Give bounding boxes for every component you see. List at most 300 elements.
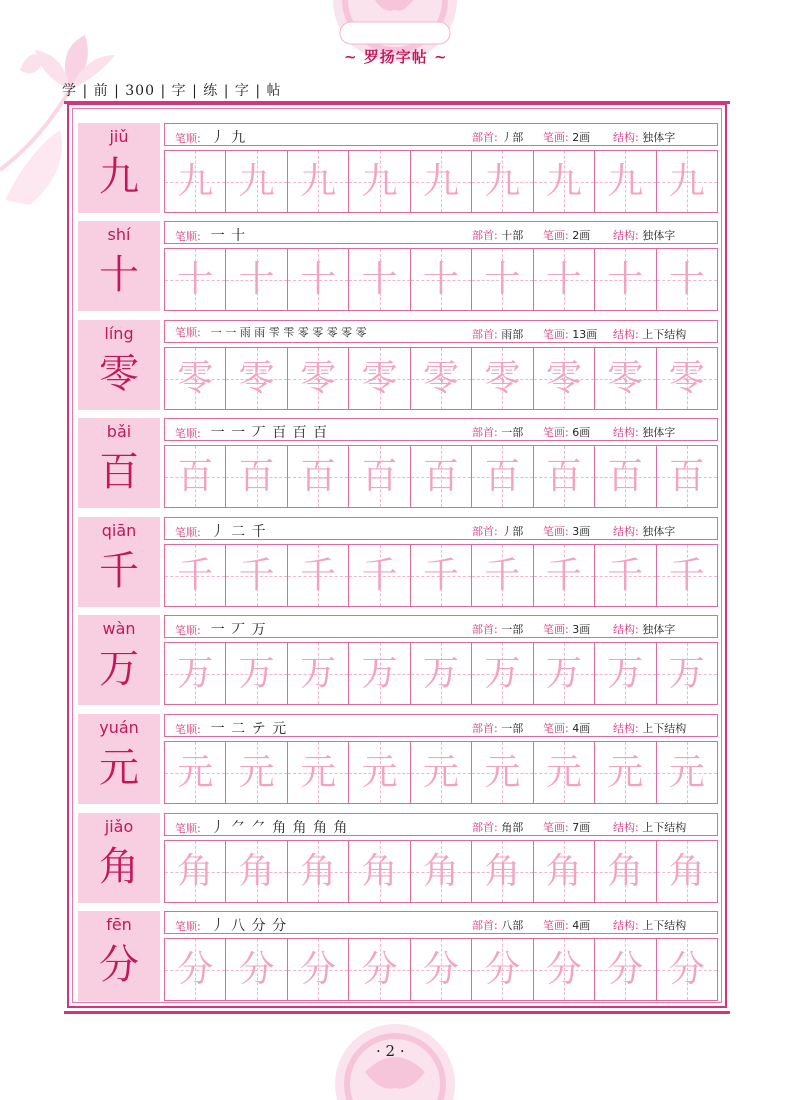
model-character: 百: [99, 449, 139, 495]
practice-cell: [349, 446, 410, 507]
stroke-order: [175, 718, 287, 738]
stroke-count: [543, 819, 590, 835]
structure-label: 结构:: [613, 229, 639, 242]
practice-cell: [288, 643, 349, 704]
trace-character: 角: [361, 851, 398, 892]
character-entry: [78, 714, 718, 804]
practice-cell: [288, 446, 349, 507]
practice-cell: [595, 545, 656, 606]
practice-cell: [595, 249, 656, 310]
model-character: 角: [99, 844, 139, 890]
stroke-count-value: 3画: [572, 623, 591, 636]
stroke-count: [543, 424, 590, 440]
stroke-count-label: 笔画:: [543, 525, 569, 538]
stroke-count-value: 2画: [572, 229, 591, 242]
trace-character: 十: [668, 259, 705, 300]
structure-value: 独体字: [642, 623, 676, 636]
trace-character: 角: [422, 851, 459, 892]
practice-cell: [349, 939, 410, 1000]
series-separator: |: [255, 83, 262, 99]
radical-value: 一部: [501, 623, 524, 636]
practice-cell: [595, 939, 656, 1000]
practice-cell: [411, 841, 472, 902]
radical: [472, 227, 523, 243]
practice-cell: [165, 939, 226, 1000]
radical-label: 部首:: [472, 821, 498, 834]
structure-value: 独体字: [642, 229, 676, 242]
practice-grid: [164, 642, 718, 705]
trace-character: 九: [361, 161, 398, 202]
stroke-order-value: 一 丆 万: [210, 622, 267, 638]
info-bar: [164, 615, 718, 638]
structure-value: 上下结构: [642, 328, 687, 341]
practice-cell: [288, 151, 349, 212]
radical-label: 部首:: [472, 525, 498, 538]
practice-cell: [595, 151, 656, 212]
practice-cell: [657, 446, 717, 507]
stroke-count-label: 笔画:: [543, 821, 569, 834]
trace-character: 百: [484, 456, 521, 497]
practice-cell: [226, 446, 287, 507]
trace-character: 分: [668, 949, 705, 990]
trace-character: 千: [422, 555, 459, 596]
radical-value: 角部: [501, 821, 524, 834]
page-number: · 2 ·: [376, 1042, 405, 1060]
pinyin-label: wàn: [102, 619, 136, 638]
brand-text: 罗扬字帖: [363, 48, 428, 66]
stroke-order: [175, 324, 367, 340]
trace-character: 十: [484, 259, 521, 300]
practice-cell: [165, 249, 226, 310]
info-bar: [164, 418, 718, 441]
practice-cell: [411, 643, 472, 704]
trace-character: 元: [422, 752, 459, 793]
info-bar: [164, 714, 718, 737]
trace-character: 万: [422, 653, 459, 694]
stroke-order: [175, 127, 246, 147]
trace-character: 千: [238, 555, 275, 596]
practice-grid: [164, 741, 718, 804]
radical: [472, 917, 523, 933]
stroke-order: [175, 521, 267, 541]
trace-character: 分: [422, 949, 459, 990]
structure: [613, 326, 686, 342]
practice-cell: [349, 249, 410, 310]
radical-label: 部首:: [472, 722, 498, 735]
practice-cell: [595, 446, 656, 507]
stroke-count-value: 4画: [572, 722, 591, 735]
practice-cell: [288, 545, 349, 606]
info-bar: [164, 320, 718, 343]
practice-grid: [164, 150, 718, 213]
stroke-order-value: 一 十: [210, 228, 247, 244]
practice-cell: [226, 939, 287, 1000]
practice-cell: [411, 249, 472, 310]
practice-cell: [534, 446, 595, 507]
trace-character: 元: [668, 752, 705, 793]
practice-cell: [349, 643, 410, 704]
practice-cell: [411, 545, 472, 606]
practice-grid: [164, 544, 718, 607]
trace-character: 角: [300, 851, 337, 892]
practice-cell: [288, 348, 349, 409]
structure-label: 结构:: [613, 623, 639, 636]
trace-character: 千: [484, 555, 521, 596]
character-tile: [78, 418, 160, 508]
practice-cell: [411, 151, 472, 212]
series-part: 帖: [266, 83, 282, 99]
practice-cell: [226, 348, 287, 409]
stroke-order-label: 笔顺:: [175, 427, 201, 440]
trace-character: 千: [607, 555, 644, 596]
stroke-count: [543, 917, 590, 933]
character-entry: [78, 123, 718, 213]
structure: [613, 523, 675, 539]
structure-label: 结构:: [613, 821, 639, 834]
trace-character: 万: [300, 653, 337, 694]
trace-character: 角: [484, 851, 521, 892]
trace-character: 元: [177, 752, 214, 793]
series-separator: |: [82, 83, 89, 99]
stroke-count: [543, 720, 590, 736]
stroke-order-value: 丿 八 分 分: [210, 918, 288, 934]
practice-cell: [288, 742, 349, 803]
practice-cell: [534, 249, 595, 310]
model-character: 零: [99, 351, 139, 397]
practice-cell: [534, 151, 595, 212]
practice-cell: [657, 545, 717, 606]
trace-character: 九: [545, 161, 582, 202]
brand-left-ornament: ~: [344, 48, 364, 66]
practice-cell: [657, 249, 717, 310]
practice-grid: [164, 840, 718, 903]
trace-character: 零: [484, 358, 521, 399]
radical-label: 部首:: [472, 919, 498, 932]
structure-label: 结构:: [613, 328, 639, 341]
character-entry: [78, 813, 718, 903]
practice-cell: [657, 348, 717, 409]
radical-value: 丿部: [501, 131, 524, 144]
stroke-count-label: 笔画:: [543, 623, 569, 636]
radical-value: 十部: [501, 229, 524, 242]
series-part: 学: [62, 83, 77, 99]
structure: [613, 917, 686, 933]
trace-character: 百: [361, 456, 398, 497]
trace-character: 万: [545, 653, 582, 694]
trace-character: 分: [484, 949, 521, 990]
trace-character: 零: [361, 358, 398, 399]
trace-character: 九: [177, 161, 214, 202]
stroke-count-label: 笔画:: [543, 919, 569, 932]
stroke-order: [175, 619, 267, 639]
stroke-count: [543, 129, 590, 145]
trace-character: 零: [177, 358, 214, 399]
series-separator: |: [192, 83, 198, 99]
trace-character: 角: [668, 851, 705, 892]
structure: [613, 621, 675, 637]
character-entry: [78, 517, 718, 607]
radical-label: 部首:: [472, 623, 498, 636]
pinyin-label: yuán: [99, 718, 139, 737]
practice-grid: [164, 248, 718, 311]
trace-character: 千: [361, 555, 398, 596]
trace-character: 千: [668, 555, 705, 596]
practice-cell: [595, 841, 656, 902]
stroke-count-label: 笔画:: [543, 426, 569, 439]
trace-character: 百: [668, 456, 705, 497]
structure-label: 结构:: [613, 919, 639, 932]
practice-cell: [349, 841, 410, 902]
practice-cell: [226, 151, 287, 212]
brand-right-ornament: ~: [427, 48, 448, 66]
practice-cell: [595, 643, 656, 704]
info-bar: [164, 911, 718, 934]
radical-label: 部首:: [472, 131, 498, 144]
stroke-count: [543, 227, 590, 243]
practice-cell: [472, 249, 533, 310]
radical: [472, 720, 523, 736]
series-separator: |: [160, 83, 167, 99]
trace-character: 万: [177, 653, 214, 694]
practice-cell: [534, 742, 595, 803]
practice-cell: [595, 742, 656, 803]
radical-value: 一部: [501, 426, 524, 439]
trace-character: 元: [300, 752, 337, 793]
structure-value: 独体字: [642, 525, 676, 538]
trace-character: 十: [607, 259, 644, 300]
practice-cell: [472, 742, 533, 803]
pinyin-label: shí: [107, 225, 131, 244]
character-tile: [78, 911, 160, 1001]
brand-title: [344, 46, 448, 67]
stroke-count: [543, 523, 590, 539]
pinyin-label: jiǔ: [109, 127, 129, 146]
structure: [613, 424, 675, 440]
trace-character: 百: [607, 456, 644, 497]
trace-character: 零: [422, 358, 459, 399]
practice-cell: [534, 545, 595, 606]
radical: [472, 819, 523, 835]
character-tile: [78, 517, 160, 607]
practice-cell: [226, 742, 287, 803]
trace-character: 元: [238, 752, 275, 793]
trace-character: 元: [545, 752, 582, 793]
trace-character: 九: [484, 161, 521, 202]
trace-character: 角: [238, 851, 275, 892]
structure: [613, 227, 675, 243]
stroke-count-value: 4画: [572, 919, 591, 932]
trace-character: 零: [238, 358, 275, 399]
structure-value: 独体字: [642, 131, 676, 144]
radical: [472, 621, 523, 637]
info-bar: [164, 517, 718, 540]
stroke-order-label: 笔顺:: [175, 230, 201, 243]
series-part: 300: [125, 83, 155, 99]
practice-cell: [411, 446, 472, 507]
trace-character: 十: [238, 259, 275, 300]
character-tile: [78, 813, 160, 903]
trace-character: 百: [300, 456, 337, 497]
stroke-order-label: 笔顺:: [175, 132, 201, 145]
pinyin-label: qiān: [101, 521, 137, 540]
radical-value: 丿部: [501, 525, 524, 538]
stroke-order-value: 一 一 丆 百 百 百: [210, 425, 328, 441]
trace-character: 元: [607, 752, 644, 793]
stroke-order: [175, 817, 348, 837]
pinyin-label: jiǎo: [104, 817, 134, 836]
structure-value: 独体字: [642, 426, 676, 439]
trace-character: 九: [300, 161, 337, 202]
stroke-order-label: 笔顺:: [175, 822, 201, 835]
radical: [472, 424, 523, 440]
radical-value: 一部: [501, 722, 524, 735]
radical-value: 八部: [501, 919, 524, 932]
series-separator: |: [223, 83, 230, 99]
practice-cell: [165, 841, 226, 902]
radical-label: 部首:: [472, 426, 498, 439]
stroke-order-label: 笔顺:: [175, 723, 201, 736]
trace-character: 九: [238, 161, 275, 202]
practice-cell: [472, 939, 533, 1000]
practice-cell: [165, 742, 226, 803]
structure-label: 结构:: [613, 426, 639, 439]
structure-value: 上下结构: [642, 821, 687, 834]
stroke-count-value: 2画: [572, 131, 591, 144]
trace-character: 角: [177, 851, 214, 892]
pinyin-label: líng: [104, 324, 134, 343]
trace-character: 分: [238, 949, 275, 990]
trace-character: 百: [545, 456, 582, 497]
practice-cell: [349, 742, 410, 803]
structure-value: 上下结构: [642, 722, 687, 735]
trace-character: 千: [177, 555, 214, 596]
practice-cell: [657, 939, 717, 1000]
stroke-count-value: 13画: [572, 328, 598, 341]
practice-cell: [534, 939, 595, 1000]
practice-cell: [349, 348, 410, 409]
model-character: 万: [99, 646, 139, 692]
trace-character: 分: [177, 949, 214, 990]
trace-character: 十: [545, 259, 582, 300]
character-tile: [78, 615, 160, 705]
trace-character: 万: [238, 653, 275, 694]
character-tile: [78, 714, 160, 804]
practice-cell: [534, 841, 595, 902]
practice-cell: [165, 348, 226, 409]
trace-character: 分: [361, 949, 398, 990]
stroke-order-value: 一 ⼀ 雨 雨 雫 雫 零 零 零 零 零: [210, 326, 367, 339]
radical: [472, 523, 523, 539]
trace-character: 百: [422, 456, 459, 497]
series-part: 练: [203, 83, 219, 99]
model-character: 九: [99, 154, 139, 200]
practice-grid: [164, 445, 718, 508]
practice-cell: [472, 348, 533, 409]
trace-character: 千: [545, 555, 582, 596]
stroke-order-label: 笔顺:: [175, 526, 201, 539]
trace-character: 千: [300, 555, 337, 596]
character-entry: [78, 911, 718, 1001]
structure: [613, 819, 686, 835]
info-bar: [164, 221, 718, 244]
bottom-medallion-decoration: [320, 1022, 470, 1100]
stroke-order: [175, 225, 246, 245]
practice-cell: [226, 545, 287, 606]
trace-character: 十: [177, 259, 214, 300]
character-tile: [78, 320, 160, 410]
character-entry: [78, 221, 718, 311]
practice-cell: [657, 643, 717, 704]
stroke-order-label: 笔顺:: [175, 920, 201, 933]
practice-cell: [226, 643, 287, 704]
series-separator: |: [114, 83, 120, 99]
practice-cell: [411, 348, 472, 409]
character-entry: [78, 615, 718, 705]
practice-cell: [288, 939, 349, 1000]
practice-cell: [165, 446, 226, 507]
practice-cell: [472, 151, 533, 212]
character-entry: [78, 418, 718, 508]
stroke-order-value: 丿 二 千: [210, 524, 267, 540]
model-character: 分: [99, 942, 139, 988]
stroke-count-label: 笔画:: [543, 131, 569, 144]
bottom-scallop-border: [64, 1009, 730, 1017]
practice-grid: [164, 938, 718, 1001]
trace-character: 万: [607, 653, 644, 694]
trace-character: 分: [545, 949, 582, 990]
trace-character: 十: [300, 259, 337, 300]
stroke-count-label: 笔画:: [543, 229, 569, 242]
trace-character: 角: [607, 851, 644, 892]
practice-cell: [288, 841, 349, 902]
trace-character: 九: [607, 161, 644, 202]
stroke-count: [543, 326, 597, 342]
practice-cell: [226, 249, 287, 310]
practice-cell: [411, 742, 472, 803]
structure-label: 结构:: [613, 722, 639, 735]
structure-label: 结构:: [613, 131, 639, 144]
practice-cell: [165, 545, 226, 606]
practice-grid: [164, 347, 718, 410]
stroke-count-label: 笔画:: [543, 328, 569, 341]
pinyin-label: fēn: [106, 915, 132, 934]
trace-character: 角: [545, 851, 582, 892]
practice-cell: [472, 446, 533, 507]
trace-character: 元: [361, 752, 398, 793]
trace-character: 元: [484, 752, 521, 793]
trace-character: 零: [300, 358, 337, 399]
info-bar: [164, 123, 718, 146]
series-title: [62, 80, 281, 100]
trace-character: 万: [484, 653, 521, 694]
practice-cell: [657, 742, 717, 803]
pinyin-label: bǎi: [106, 422, 132, 441]
practice-cell: [165, 151, 226, 212]
stroke-count-label: 笔画:: [543, 722, 569, 735]
trace-character: 万: [361, 653, 398, 694]
structure-value: 上下结构: [642, 919, 687, 932]
structure: [613, 129, 675, 145]
practice-cell: [349, 545, 410, 606]
stroke-order: [175, 422, 328, 442]
trace-character: 百: [238, 456, 275, 497]
stroke-count-value: 6画: [572, 426, 591, 439]
info-bar: [164, 813, 718, 836]
stroke-count: [543, 621, 590, 637]
stroke-order-value: 一 二 テ 元: [210, 721, 288, 737]
trace-character: 百: [177, 456, 214, 497]
radical: [472, 326, 523, 342]
